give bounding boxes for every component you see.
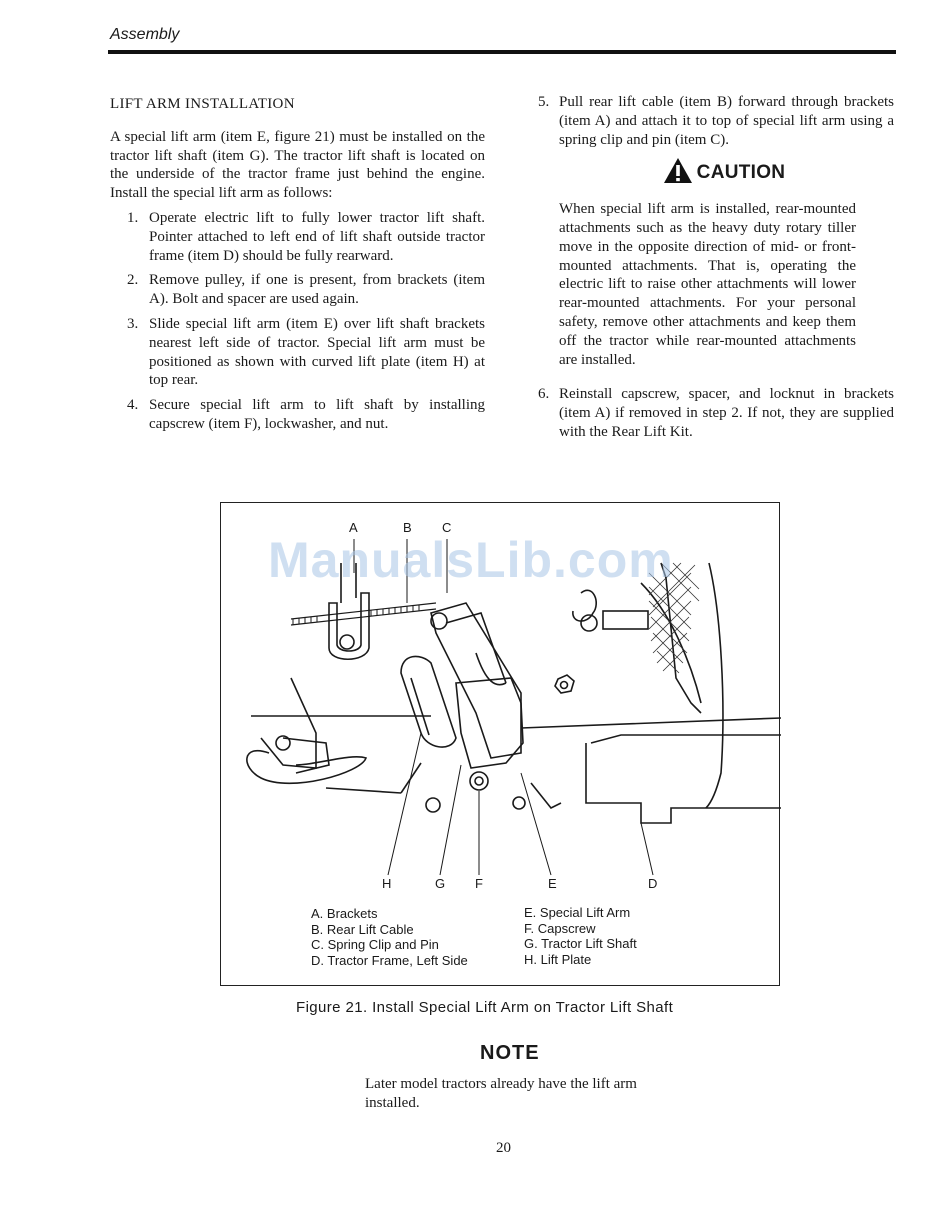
legend-item: E. Special Lift Arm [524,905,631,920]
list-item [538,385,894,441]
note-title: NOTE [480,1042,540,1064]
legend-item: B. Rear Lift Cable [311,921,414,937]
list-item [110,396,485,434]
header-rule [108,50,896,54]
list-item [110,315,485,390]
step-number: 2. [127,272,139,289]
callout-c: C [442,520,452,535]
note-text: Later model tractors already have the lift arm installed. [365,1076,637,1111]
legend-item: G. Tractor Lift Shaft [524,936,637,952]
legend-item: A. Brackets [311,906,378,921]
callout-e: E [548,876,557,891]
legend-item: D. Tractor Frame, Left Side [311,953,468,969]
watermark: ManualsLib.com [268,532,674,588]
step-number: 3. [127,315,139,332]
step-text: Slide special lift arm (item E) over lift shaft brackets nearest left side of tractor. Special lift arm must be positioned as shown with curved lift plate (item H) at top rear. [149,315,485,389]
step-text: Reinstall capscrew, spacer, and locknut in brackets (item A) if removed in step 2. If not, they are supplied with the Rear Lift Kit. [559,386,894,440]
legend-left [311,906,468,969]
step-number: 5. [538,94,550,110]
warning-triangle-icon [663,157,693,190]
steps-list-final [538,385,894,441]
running-header: Assembly [110,26,180,43]
step-number: 6. [538,386,550,403]
caution-heading [538,157,894,190]
legend-right [524,905,637,968]
page-number: 20 [496,1140,511,1156]
callout-b: B [403,520,412,535]
legend-item: H. Lift Plate [524,952,592,968]
step-text: Remove pulley, if one is present, from brackets (item A). Bolt and spacer are used again. [149,272,485,308]
step-text: Operate electric lift to fully lower tractor lift shaft. Pointer attached to left end of lift shaft outside tractor frame (item D) should be fully rearward. [149,209,485,264]
step-text: Pull rear lift cable (item B) forward through brackets (item A) and attach it to top of special lift arm using a spring clip and pin (item C). [559,94,894,148]
figure-caption: Figure 21. Install Special Lift Arm on Tractor Lift Shaft [296,999,674,1016]
list-item [110,209,485,265]
intro-paragraph: A special lift arm (item E, figure 21) must be installed on the tractor lift shaft (item G). The tractor lift shaft is located on the underside of the tractor frame just behind the engine. Install the special lift arm as follows: [110,128,485,202]
section-heading: LIFT ARM INSTALLATION [110,96,295,112]
steps-list [110,209,485,434]
caution-text: When special lift arm is installed, rear-mounted attachments such as the heavy duty rotary tiller move in the opposite direction of mid- or front-mounted attachments. That is, operating the electric lift to raise other attachments will lower rear-mounted attachments. For your personal safety, remove other attachments and keep them off the tractor while rear-mounted attachments are installed. [559,201,856,368]
list-item [538,93,894,149]
right-column [538,93,894,448]
callout-g: G [435,876,446,891]
step-number: 4. [127,397,139,414]
callout-a: A [349,520,358,535]
steps-list-continued [538,93,894,149]
legend-item: C. Spring Clip and Pin [311,937,439,953]
caution-label: CAUTION [696,162,786,184]
legend-item: F. Capscrew [524,920,596,936]
callout-f: F [475,876,483,891]
callout-h: H [382,876,392,891]
step-number: 1. [127,209,139,226]
callout-d: D [648,876,658,891]
left-column [110,95,485,440]
list-item [110,271,485,309]
step-text: Secure special lift arm to lift shaft by installing capscrew (item F), lockwasher, and nut. [149,397,485,432]
